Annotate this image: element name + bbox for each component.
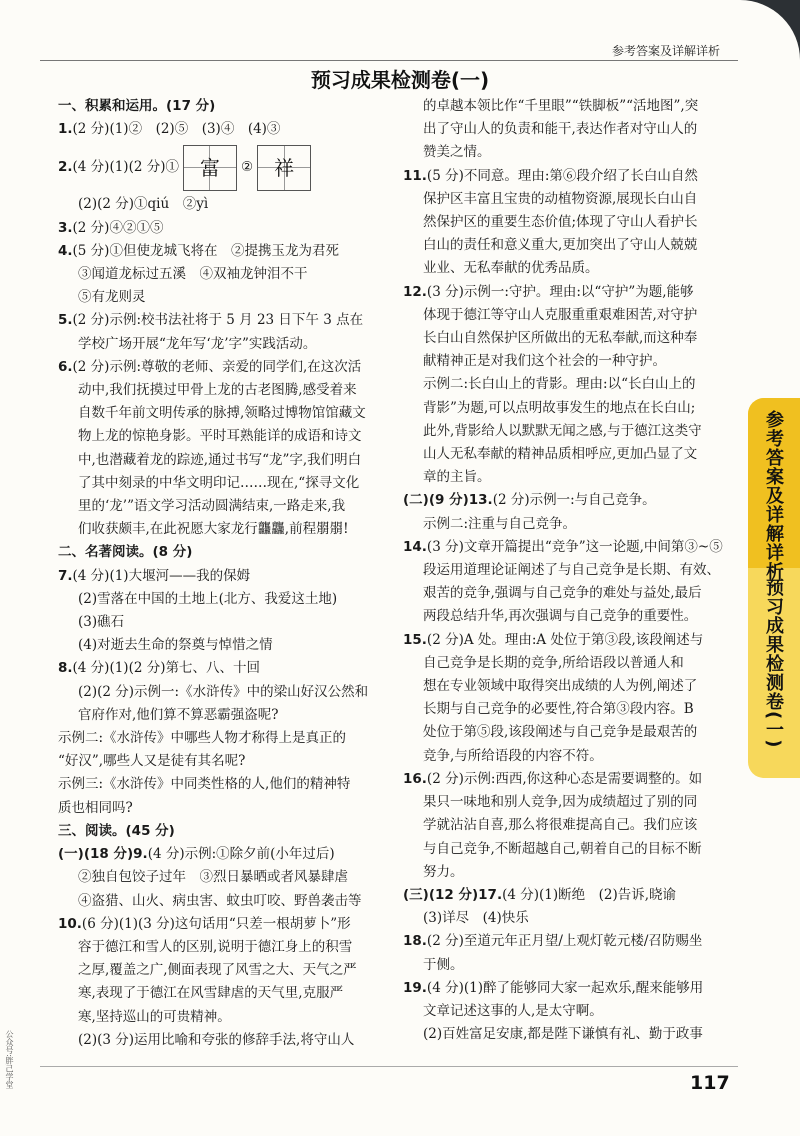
- answer-line: 体现于德江等守山人克服重重艰难困苦,对守护: [423, 306, 698, 323]
- answer-line: 学校广场开展“龙年写‘龙’字”实践活动。: [78, 335, 317, 352]
- answer-text: (2 分)示例:尊敬的老师、亲爱的同学们,在这次活: [72, 358, 362, 375]
- question-number: 4.: [58, 242, 73, 259]
- answer-line: ②独自包饺子过年 ③烈日暴晒或者风暴肆虐: [78, 869, 348, 886]
- answer-line: (3)详尽 (4)快乐: [423, 910, 529, 927]
- question-number: 2.: [58, 159, 73, 176]
- question-number: 18.: [403, 933, 427, 950]
- answer-line: 背影”为题,可以点明故事发生的地点在长白山;: [423, 399, 696, 416]
- side-tab-label-exam: 预习成果检测卷(一): [763, 578, 784, 749]
- header-rule: [40, 60, 738, 61]
- question-number: 10.: [58, 915, 82, 932]
- answer-item: [58, 913, 393, 936]
- answer-line: 然保护区的重要生态价值;体现了守山人看护长: [423, 214, 698, 231]
- answer-line: 里的‘龙’”语文学习活动圆满结束,一路走来,我: [78, 498, 346, 515]
- answer-line: 中,也潜藏着龙的踪迹,通过书写“龙”字,我们明白: [78, 451, 362, 468]
- question-number: 7.: [58, 567, 73, 584]
- answer-line: ⑤有龙则灵: [78, 289, 146, 306]
- question-number: (三)(12 分)17.: [403, 886, 503, 903]
- answer-line: 果只一味地和别人竞争,因为成绩超过了别的同: [423, 794, 698, 811]
- answer-line: 们收获颇丰,在此祝愿大家龙行龘龘,前程朤朤!: [78, 521, 349, 538]
- answer-item: [58, 141, 393, 193]
- answer-line: (3)礁石: [78, 614, 125, 631]
- grid-character: 富: [199, 155, 220, 180]
- answer-item: [58, 309, 393, 332]
- answer-line: 与自己竞争,不断超越自己,朝着自己的目标不断: [423, 840, 702, 857]
- question-number: 1.: [58, 121, 73, 138]
- answer-line: 业业、无私奉献的优秀品质。: [423, 260, 599, 277]
- answer-item: [403, 165, 741, 188]
- answer-line: 寒,坚持巡山的可贵精神。: [78, 1008, 231, 1025]
- answer-line: 物上龙的惊艳身影。平时耳熟能详的成语和诗文: [78, 428, 362, 445]
- answer-line: 献精神正是对我们这个社会的一种守护。: [423, 353, 666, 370]
- answer-item: [403, 489, 741, 512]
- answer-line: 之厚,覆盖之广,侧面表现了风雪之大、天气之严: [78, 962, 357, 979]
- page-number: 117: [690, 1072, 730, 1094]
- answer-text: (2 分)示例:西西,你这种心态是需要调整的。如: [426, 770, 703, 787]
- answer-line: 文章记述这事的人,是太守啊。: [423, 1002, 603, 1019]
- answer-line: 于侧。: [423, 956, 464, 973]
- answer-line: (2)(3 分)运用比喻和夸张的修辞手法,将守山人: [78, 1031, 355, 1048]
- answer-item: [403, 629, 741, 652]
- answer-line: (2)雪落在中国的土地上(北方、我爱这土地): [78, 590, 338, 607]
- right-column: [403, 95, 741, 1046]
- answer-text: (4 分)(1)(2 分)①: [72, 159, 179, 176]
- section-heading: 三、阅读。(45 分): [58, 822, 175, 839]
- grid-character: 祥: [274, 155, 295, 180]
- answer-item: [403, 536, 741, 559]
- answer-line: (2)(2 分)示例一:《水浒传》中的梁山好汉公然和: [78, 683, 369, 700]
- question-number: 11.: [403, 167, 427, 184]
- answer-text: (2 分)(1)② (2)⑤ (3)④ (4)③: [72, 121, 281, 138]
- left-column: [58, 95, 393, 1052]
- answer-line: 质也相同吗?: [58, 799, 133, 816]
- side-tab-label-answers: 参考答案及详解详析: [763, 410, 784, 581]
- answer-item: [58, 217, 393, 240]
- answer-line: 想在专业领域中取得突出成绩的人为例,阐述了: [423, 678, 698, 695]
- question-number: (一)(18 分)9.: [58, 846, 148, 863]
- answer-item: [58, 240, 393, 263]
- answer-item: [58, 356, 393, 379]
- answer-line: 示例二:《水浒传》中哪些人物才称得上是真正的: [58, 730, 347, 747]
- answer-line: 学就沾沾自喜,那么将很难提高自己。我们应该: [423, 817, 698, 834]
- answer-text: (2 分)至道元年正月望/上观灯乾元楼/召防赐坐: [426, 933, 703, 950]
- question-number: 16.: [403, 770, 427, 787]
- answer-item: [58, 118, 393, 141]
- answer-line: 出了守山人的负责和能干,表达作者对守山人的: [423, 121, 698, 138]
- answer-line: 白山的责任和意义重大,更加突出了守山人兢兢: [423, 237, 698, 254]
- section-heading: 二、名著阅读。(8 分): [58, 544, 193, 561]
- answer-line: (4)对逝去生命的祭奠与悼惜之情: [78, 637, 273, 654]
- answer-line: 保护区丰富且宝贵的动植物资源,展现长白山自: [423, 190, 698, 207]
- answer-line: 示例二:长白山上的背影。理由:以“长白山上的: [423, 376, 696, 393]
- answer-line: 此外,背影给人以默默无闻之感,与于德江这类守: [423, 422, 702, 439]
- question-number: 8.: [58, 660, 73, 677]
- section-heading: 一、积累和运用。(17 分): [58, 98, 216, 114]
- question-number: 15.: [403, 631, 427, 648]
- answer-line: 的卓越本领比作“千里眼”“铁脚板”“活地图”,突: [423, 98, 699, 114]
- question-number: 12.: [403, 283, 427, 300]
- question-number: 19.: [403, 979, 427, 996]
- answer-text: ②: [240, 159, 254, 176]
- footer-rule: [40, 1066, 738, 1067]
- answer-line: 示例三:《水浒传》中同类性格的人,他们的精神特: [58, 776, 351, 793]
- answer-item: [58, 843, 393, 866]
- answer-line: 赞美之情。: [423, 144, 491, 161]
- answer-item: [403, 884, 741, 907]
- answer-line: 动中,我们抚摸过甲骨上龙的古老图腾,感受着来: [78, 382, 357, 399]
- answer-text: (4 分)(1)(2 分)第七、八、十回: [72, 660, 260, 677]
- answer-text: (4 分)(1)醉了能够同大家一起欢乐,醒来能够用: [426, 979, 704, 996]
- answer-line: 长白山自然保护区所做出的无私奉献,而这种奉: [423, 330, 698, 347]
- answer-text: (4 分)示例:①除夕前(小年过后): [147, 846, 335, 863]
- answer-line: 示例二:注重与自己竞争。: [423, 515, 577, 532]
- question-number: 6.: [58, 358, 73, 375]
- question-number: (二)(9 分)13.: [403, 492, 493, 509]
- answer-item: [58, 565, 393, 588]
- answer-line: “好汉”,哪些人又是徒有其名呢?: [58, 753, 246, 770]
- answer-line: (2)(2 分)①qiú ②yì: [78, 196, 209, 213]
- question-number: 5.: [58, 312, 73, 329]
- tian-grid-box: [183, 145, 237, 191]
- answer-line: 容于德江和雪人的区别,说明于德江身上的积雪: [78, 938, 353, 955]
- answer-text: (2 分)④②①⑤: [72, 219, 164, 236]
- answer-line: 长期与自己竞争的必要性,符合第③段内容。B: [423, 701, 694, 718]
- answer-text: (2 分)A 处。理由:A 处位于第③段,该段阐述与: [426, 631, 704, 648]
- answer-item: [403, 281, 741, 304]
- answer-text: (5 分)不同意。理由:第⑥段介绍了长白山自然: [426, 167, 698, 184]
- answer-line: 艰苦的竞争,强调与自己竞争的难处与益处,最后: [423, 585, 702, 602]
- answer-line: ③闻道龙标过五溪 ④双袖龙钟泪不干: [78, 266, 308, 283]
- answer-line: 章的主旨。: [423, 469, 491, 486]
- question-number: 3.: [58, 219, 73, 236]
- answer-item: [403, 977, 741, 1000]
- answer-item: [403, 768, 741, 791]
- answer-line: 竞争,与所给语段的内容不符。: [423, 747, 603, 764]
- answer-line: 段运用道理论证阐述了与自己竞争是长期、有效、: [423, 562, 720, 579]
- answer-line: 处位于第⑤段,该段阐述与自己竞争是最艰苦的: [423, 724, 698, 741]
- tian-grid-box: [257, 145, 311, 191]
- question-number: 14.: [403, 538, 427, 555]
- answer-line: 两段总结升华,再次强调与自己竞争的重要性。: [423, 608, 698, 625]
- answer-text: (4 分)(1)大堰河——我的保姆: [72, 567, 251, 584]
- answer-text: (2 分)示例:校书法社将于 5 月 23 日下午 3 点在: [72, 312, 364, 329]
- answer-line: ④盗猎、山火、病虫害、蚊虫叮咬、野兽袭击等: [78, 892, 362, 909]
- answer-item: [403, 930, 741, 953]
- answer-text: (5 分)①但使龙城飞将在 ②提携玉龙为君死: [72, 242, 339, 259]
- footer-watermark-note: 公众号:胖己学堂: [5, 1030, 14, 1089]
- page-title: 预习成果检测卷(一): [310, 68, 490, 92]
- answer-line: (2)百姓富足安康,都是陛下谦慎有礼、勤于政事: [423, 1026, 703, 1043]
- answer-line: 了其中刻录的中华文明印记……现在,“探寻文化: [78, 474, 360, 491]
- answer-item: [58, 657, 393, 680]
- answer-line: 自数千年前文明传承的脉搏,领略过博物馆馆藏文: [78, 405, 366, 422]
- answer-text: (3 分)示例一:守护。理由:以“守护”为题,能够: [426, 283, 694, 300]
- answer-line: 努力。: [423, 863, 464, 880]
- answer-line: 寒,表现了于德江在风雪肆虐的天气里,克服严: [78, 985, 344, 1002]
- answer-text: (6 分)(1)(3 分)这句话用“只差一根胡萝卜”形: [81, 915, 351, 932]
- answer-text: (2 分)示例一:与自己竞争。: [492, 492, 656, 509]
- answer-text: (3 分)文章开篇提出“竞争”这一论题,中间第③~⑤: [426, 538, 723, 555]
- running-header: 参考答案及详解详析: [611, 44, 720, 58]
- answer-line: 官府作对,他们算不算恶霸强盗呢?: [78, 706, 279, 723]
- answer-line: 山人无私奉献的精神品质相呼应,更加凸显了文: [423, 446, 698, 463]
- answer-line: 自己竞争是长期的竞争,所给语段以普通人和: [423, 654, 684, 671]
- answer-text: (4 分)(1)断绝 (2)告诉,晓谕: [502, 886, 677, 903]
